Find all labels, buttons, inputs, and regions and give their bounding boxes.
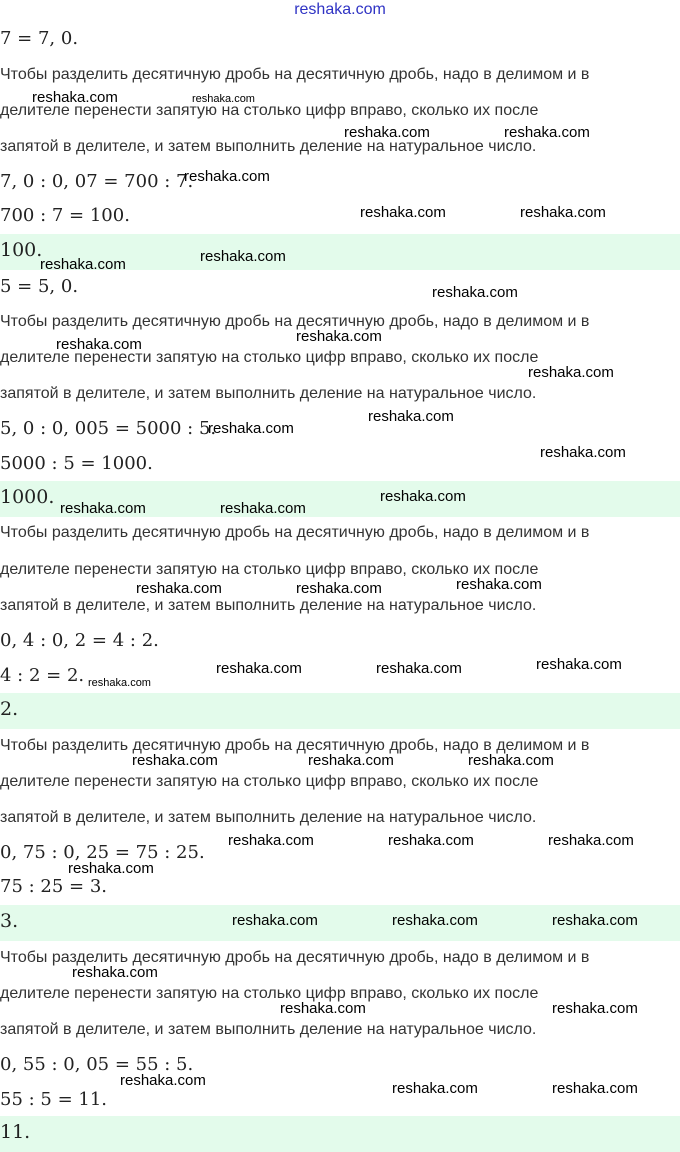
rule-line-2: делителе перенести запятую на столько цифр вправо, сколько их после bbox=[0, 561, 539, 578]
watermark: reshaka.com bbox=[528, 364, 614, 381]
watermark: reshaka.com bbox=[184, 168, 270, 185]
watermark: reshaka.com bbox=[308, 752, 394, 769]
watermark: reshaka.com bbox=[232, 912, 318, 929]
site-header-link[interactable]: reshaka.com bbox=[294, 1, 386, 18]
watermark: reshaka.com bbox=[216, 660, 302, 677]
rule-line-3: запятой в делителе, и затем выполнить деление на натуральное число. bbox=[0, 1021, 537, 1038]
rule-line-3: запятой в делителе, и затем выполнить деление на натуральное число. bbox=[0, 138, 537, 155]
rule-line-1: Чтобы разделить десятичную дробь на десятичную дробь, надо в делимом и в bbox=[0, 737, 590, 754]
equation-line: 55 : 5 = 11. bbox=[0, 1089, 108, 1110]
equation-line: 0, 55 : 0, 05 = 55 : 5. bbox=[0, 1054, 194, 1075]
watermark: reshaka.com bbox=[296, 328, 382, 345]
watermark: reshaka.com bbox=[208, 420, 294, 437]
watermark: reshaka.com bbox=[536, 656, 622, 673]
rule-line-2: делителе перенести запятую на столько цифр вправо, сколько их после bbox=[0, 349, 539, 366]
equation-line: 5, 0 : 0, 005 = 5000 : 5. bbox=[0, 418, 217, 439]
watermark: reshaka.com bbox=[32, 89, 118, 106]
rule-line-2: делителе перенести запятую на столько цифр вправо, сколько их после bbox=[0, 102, 539, 119]
equation-line: 5 = 5, 0. bbox=[0, 276, 79, 297]
watermark: reshaka.com bbox=[548, 832, 634, 849]
watermark: reshaka.com bbox=[136, 580, 222, 597]
answer-value: 3. bbox=[0, 910, 19, 932]
watermark: reshaka.com bbox=[392, 1080, 478, 1097]
answer-row bbox=[0, 1116, 680, 1152]
watermark: reshaka.com bbox=[552, 1000, 638, 1017]
watermark: reshaka.com bbox=[60, 500, 146, 517]
answer-value: 11. bbox=[0, 1121, 31, 1143]
rule-line-3: запятой в делителе, и затем выполнить деление на натуральное число. bbox=[0, 597, 537, 614]
watermark: reshaka.com bbox=[456, 576, 542, 593]
watermark: reshaka.com bbox=[88, 677, 151, 689]
answer-value: 1000. bbox=[0, 486, 55, 508]
answer-value: 100. bbox=[0, 239, 43, 261]
rule-line-1: Чтобы разделить десятичную дробь на десятичную дробь, надо в делимом и в bbox=[0, 949, 590, 966]
answer-value: 2. bbox=[0, 698, 19, 720]
equation-line: 0, 4 : 0, 2 = 4 : 2. bbox=[0, 630, 159, 651]
rule-line-1: Чтобы разделить десятичную дробь на десятичную дробь, надо в делимом и в bbox=[0, 313, 590, 330]
equation-line: 4 : 2 = 2. bbox=[0, 665, 85, 686]
equation-line: 700 : 7 = 100. bbox=[0, 205, 130, 226]
watermark: reshaka.com bbox=[192, 93, 255, 105]
rule-line-1: Чтобы разделить десятичную дробь на десятичную дробь, надо в делимом и в bbox=[0, 66, 590, 83]
watermark: reshaka.com bbox=[392, 912, 478, 929]
answer-row bbox=[0, 693, 680, 729]
watermark: reshaka.com bbox=[368, 408, 454, 425]
watermark: reshaka.com bbox=[132, 752, 218, 769]
watermark: reshaka.com bbox=[520, 204, 606, 221]
watermark: reshaka.com bbox=[432, 284, 518, 301]
watermark: reshaka.com bbox=[40, 256, 126, 273]
watermark: reshaka.com bbox=[296, 580, 382, 597]
watermark: reshaka.com bbox=[380, 488, 466, 505]
equation-line: 7 = 7, 0. bbox=[0, 28, 79, 49]
rule-line-3: запятой в делителе, и затем выполнить деление на натуральное число. bbox=[0, 809, 537, 826]
watermark: reshaka.com bbox=[200, 248, 286, 265]
equation-line: 0, 75 : 0, 25 = 75 : 25. bbox=[0, 842, 205, 863]
rule-line-3: запятой в делителе, и затем выполнить деление на натуральное число. bbox=[0, 385, 537, 402]
watermark: reshaka.com bbox=[468, 752, 554, 769]
equation-line: 5000 : 5 = 1000. bbox=[0, 453, 153, 474]
watermark: reshaka.com bbox=[540, 444, 626, 461]
watermark: reshaka.com bbox=[220, 500, 306, 517]
watermark: reshaka.com bbox=[228, 832, 314, 849]
watermark: reshaka.com bbox=[552, 1080, 638, 1097]
watermark: reshaka.com bbox=[344, 124, 430, 141]
watermark: reshaka.com bbox=[376, 660, 462, 677]
equation-line: 7, 0 : 0, 07 = 700 : 7. bbox=[0, 171, 194, 192]
watermark: reshaka.com bbox=[120, 1072, 206, 1089]
rule-line-1: Чтобы разделить десятичную дробь на десятичную дробь, надо в делимом и в bbox=[0, 524, 590, 541]
watermark: reshaka.com bbox=[388, 832, 474, 849]
watermark: reshaka.com bbox=[72, 964, 158, 981]
watermark: reshaka.com bbox=[504, 124, 590, 141]
rule-line-2: делителе перенести запятую на столько цифр вправо, сколько их после bbox=[0, 773, 539, 790]
rule-line-2: делителе перенести запятую на столько цифр вправо, сколько их после bbox=[0, 985, 539, 1002]
watermark: reshaka.com bbox=[360, 204, 446, 221]
equation-line: 75 : 25 = 3. bbox=[0, 876, 108, 897]
watermark: reshaka.com bbox=[280, 1000, 366, 1017]
watermark: reshaka.com bbox=[68, 860, 154, 877]
watermark: reshaka.com bbox=[56, 336, 142, 353]
watermark: reshaka.com bbox=[552, 912, 638, 929]
